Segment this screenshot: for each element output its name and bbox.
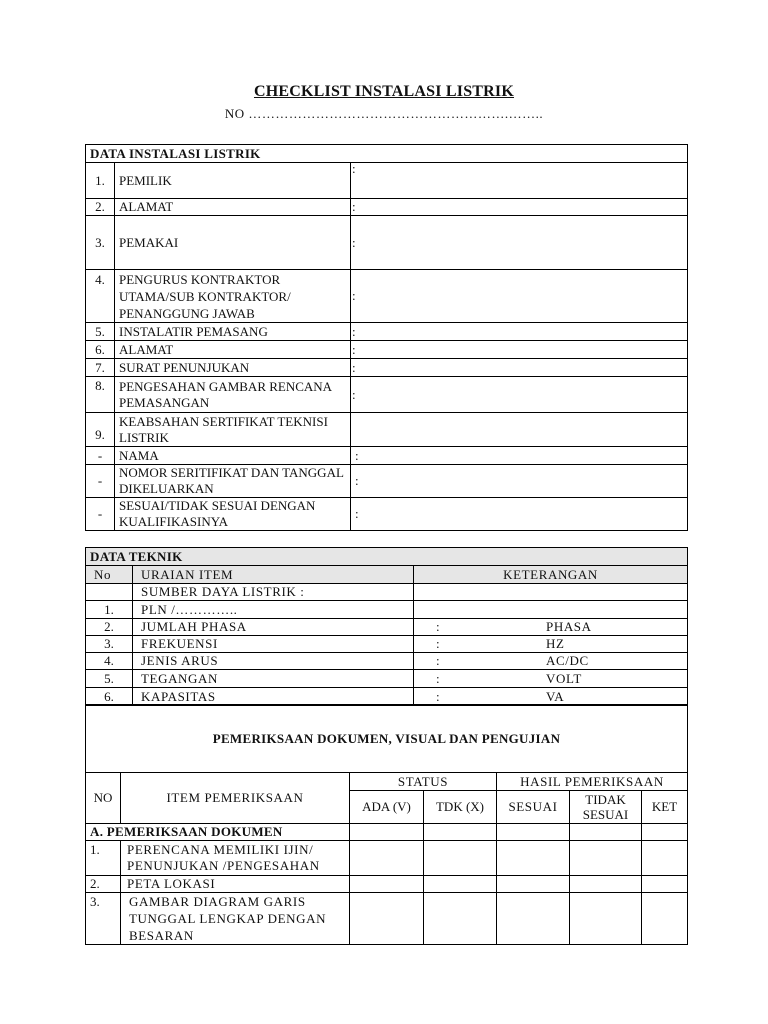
row-value: : xyxy=(351,498,688,531)
column-header-item: ITEM PEMERIKSAAN xyxy=(121,773,350,824)
cell-ket[interactable] xyxy=(642,824,688,841)
table-row xyxy=(86,636,688,653)
row-number: 5. xyxy=(86,323,115,341)
row-label: TEGANGAN xyxy=(133,670,414,688)
column-header-uraian: URAIAN ITEM xyxy=(133,566,414,584)
row-unit: VA xyxy=(546,688,565,704)
cell-tdk[interactable] xyxy=(424,824,497,841)
column-header-ket: KET xyxy=(642,791,688,824)
row-value: : xyxy=(351,359,688,377)
row-label: PLN /………….. xyxy=(133,601,414,619)
row-number: 6. xyxy=(86,341,115,359)
pemeriksaan-table xyxy=(85,704,688,945)
table-row xyxy=(86,359,688,377)
row-label: JENIS ARUS xyxy=(133,653,414,670)
table-row xyxy=(86,670,688,688)
row-number: 3. xyxy=(86,636,133,653)
row-number: 7. xyxy=(86,359,115,377)
row-unit: AC/DC xyxy=(546,653,589,668)
row-number: 5. xyxy=(86,670,133,688)
table-row xyxy=(86,893,688,945)
row-label: SESUAI/TIDAK SESUAI DENGAN KUALIFIKASINYA xyxy=(115,498,351,531)
row-value: : xyxy=(351,465,688,498)
table-row xyxy=(86,341,688,359)
row-number: 1. xyxy=(86,841,121,876)
cell-ada[interactable] xyxy=(350,841,424,876)
column-header-no: NO xyxy=(86,773,121,824)
row-number: - xyxy=(86,465,115,498)
row-label: PEMAKAI xyxy=(115,216,351,270)
cell-sesuai[interactable] xyxy=(497,876,570,893)
section-title: DATA INSTALASI LISTRIK xyxy=(86,145,688,163)
row-value: : xyxy=(351,163,688,199)
section-title: DATA TEKNIK xyxy=(86,548,688,566)
table-row xyxy=(86,465,688,498)
row-number: - xyxy=(86,447,115,465)
row-number: 2. xyxy=(86,619,133,636)
row-value: : xyxy=(351,199,688,216)
row-label: PENGURUS KONTRAKTOR UTAMA/SUB KONTRAKTOR/ PENANGGUNG JAWAB xyxy=(115,270,351,323)
row-value xyxy=(414,619,688,636)
row-value: : xyxy=(351,216,688,270)
cell-tidak-sesuai[interactable] xyxy=(570,876,642,893)
row-label: KAPASITAS xyxy=(133,688,414,706)
row-label: SUMBER DAYA LISTRIK : xyxy=(133,584,414,601)
row-value xyxy=(414,670,688,688)
cell-tdk[interactable] xyxy=(424,876,497,893)
row-unit: VOLT xyxy=(546,670,582,686)
table-row xyxy=(86,270,688,323)
row-label: PENGESAHAN GAMBAR RENCANA PEMASANGAN xyxy=(115,377,351,413)
row-number: 9. xyxy=(86,413,115,447)
row-value: : xyxy=(351,377,688,413)
cell-sesuai[interactable] xyxy=(497,893,570,945)
row-label: ALAMAT xyxy=(115,341,351,359)
column-header-keterangan: KETERANGAN xyxy=(414,566,688,584)
row-number: 1. xyxy=(86,163,115,199)
table-row xyxy=(86,199,688,216)
row-value xyxy=(414,601,688,619)
row-value xyxy=(414,688,688,706)
row-colon: : xyxy=(436,653,440,668)
row-item: PETA LOKASI xyxy=(121,876,350,893)
table-row xyxy=(86,377,688,413)
table-row xyxy=(86,163,688,199)
row-unit: PHASA xyxy=(546,619,592,634)
document-title: CHECKLIST INSTALASI LISTRIK xyxy=(253,83,515,100)
section-a-title: A. PEMERIKSAAN DOKUMEN xyxy=(86,824,350,841)
row-label: ALAMAT xyxy=(115,199,351,216)
document-number: NO ………………………………………………….…….. xyxy=(224,106,544,121)
table-row xyxy=(86,841,688,876)
cell-ket[interactable] xyxy=(642,876,688,893)
row-colon: : xyxy=(436,670,440,686)
cell-tidak-sesuai[interactable] xyxy=(570,841,642,876)
row-number: 4. xyxy=(86,270,115,323)
pemeriksaan-title: PEMERIKSAAN DOKUMEN, VISUAL DAN PENGUJIAN xyxy=(86,705,688,773)
row-colon: : xyxy=(436,636,440,651)
data-instalasi-table xyxy=(85,144,688,531)
table-row xyxy=(86,688,688,706)
row-label: KEABSAHAN SERTIFIKAT TEKNISI LISTRIK xyxy=(115,413,351,447)
cell-tdk[interactable] xyxy=(424,893,497,945)
row-item: GAMBAR DIAGRAM GARIS TUNGGAL LENGKAP DENGAN BESARAN xyxy=(121,893,350,945)
cell-ada[interactable] xyxy=(350,876,424,893)
row-label: INSTALATIR PEMASANG xyxy=(115,323,351,341)
column-header-status: STATUS xyxy=(350,773,497,791)
table-row xyxy=(86,653,688,670)
row-label: SURAT PENUNJUKAN xyxy=(115,359,351,377)
row-number: - xyxy=(86,498,115,531)
row-value: : xyxy=(351,270,688,323)
row-value: : xyxy=(351,323,688,341)
table-header-row xyxy=(86,566,688,584)
row-colon: : xyxy=(436,619,440,634)
row-number: 4. xyxy=(86,653,133,670)
cell-ada[interactable] xyxy=(350,824,424,841)
row-value xyxy=(414,584,688,601)
table-row xyxy=(86,216,688,270)
table-row xyxy=(86,876,688,893)
row-number: 1. xyxy=(86,601,133,619)
table-row xyxy=(86,824,688,841)
table-row xyxy=(86,584,688,601)
row-number xyxy=(86,584,133,601)
data-teknik-table xyxy=(85,547,688,706)
row-label: JUMLAH PHASA xyxy=(133,619,414,636)
column-header-ada: ADA (V) xyxy=(350,791,424,824)
row-unit: HZ xyxy=(546,636,565,651)
table-row xyxy=(86,323,688,341)
row-value xyxy=(414,653,688,670)
row-value: : xyxy=(351,341,688,359)
cell-ket[interactable] xyxy=(642,893,688,945)
table-row xyxy=(86,498,688,531)
row-number: 3. xyxy=(86,893,121,945)
row-value: : xyxy=(351,447,688,465)
column-header-tidak-sesuai: TIDAK SESUAI xyxy=(570,791,642,824)
row-label: PEMILIK xyxy=(115,163,351,199)
row-label: NOMOR SERITIFIKAT DAN TANGGAL DIKELUARKAN xyxy=(115,465,351,498)
cell-ket[interactable] xyxy=(642,841,688,876)
row-number: 2. xyxy=(86,199,115,216)
row-item: PERENCANA MEMILIKI IJIN/ PENUNJUKAN /PENGESAHAN xyxy=(121,841,350,876)
cell-sesuai[interactable] xyxy=(497,824,570,841)
column-header-tdk: TDK (X) xyxy=(424,791,497,824)
row-colon: : xyxy=(436,688,440,704)
table-row xyxy=(86,413,688,447)
cell-tidak-sesuai[interactable] xyxy=(570,824,642,841)
row-number: 2. xyxy=(86,876,121,893)
cell-ada[interactable] xyxy=(350,893,424,945)
row-number: 8. xyxy=(86,377,115,413)
cell-tidak-sesuai[interactable] xyxy=(570,893,642,945)
column-header-no: No xyxy=(86,566,133,584)
column-header-hasil: HASIL PEMERIKSAAN xyxy=(497,773,688,791)
column-header-sesuai: SESUAI xyxy=(497,791,570,824)
row-number: 3. xyxy=(86,216,115,270)
table-row xyxy=(86,601,688,619)
row-value xyxy=(351,413,688,447)
cell-tdk[interactable] xyxy=(424,841,497,876)
row-number: 6. xyxy=(86,688,133,706)
row-label: NAMA xyxy=(115,447,351,465)
row-value xyxy=(414,636,688,653)
table-header-row xyxy=(86,773,688,791)
table-row xyxy=(86,447,688,465)
table-row xyxy=(86,619,688,636)
cell-sesuai[interactable] xyxy=(497,841,570,876)
row-label: FREKUENSI xyxy=(133,636,414,653)
